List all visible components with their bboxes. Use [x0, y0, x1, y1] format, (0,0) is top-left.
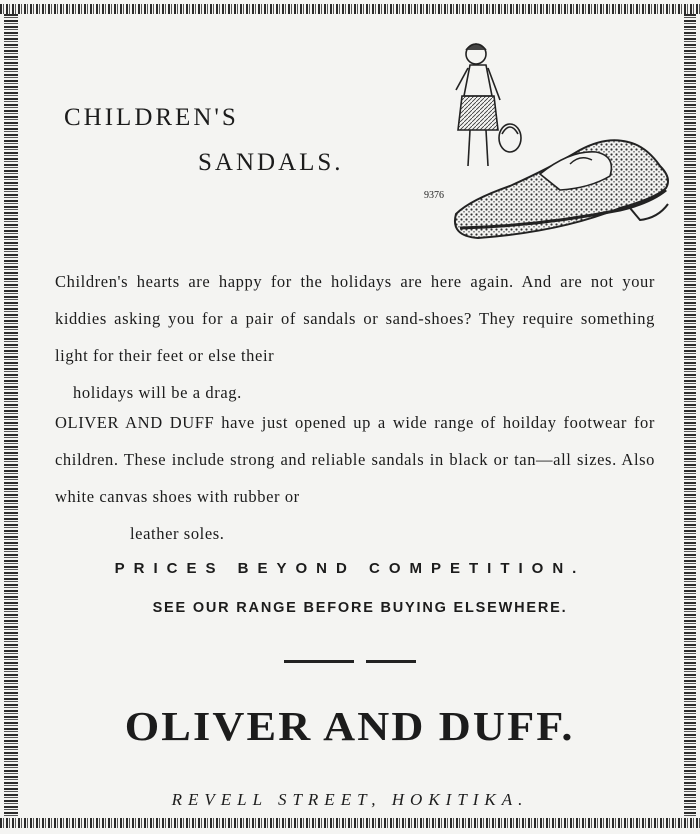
girl-figure	[456, 44, 521, 166]
range-slogan: SEE OUR RANGE BEFORE BUYING ELSEWHERE.	[152, 600, 568, 616]
paragraph-2-text: OLIVER AND DUFF have just opened up a wide range of hoilday footwear for children. These include strong and reliable sandals in black or tan—all sizes. Also white canvas shoes with rubber or	[55, 413, 655, 506]
headline-line-1: CHILDREN'S	[64, 104, 239, 131]
headline-line-2: SANDALS.	[198, 149, 344, 176]
illustration-code-label: 9376	[424, 190, 444, 201]
body-paragraph-2	[55, 404, 655, 552]
bottom-border	[0, 818, 700, 828]
left-border	[4, 14, 18, 818]
prices-slogan: PRICES BEYOND COMPETITION.	[114, 560, 586, 577]
decorative-rule-right	[366, 660, 416, 663]
paragraph-1-last-line: holidays will be a drag.	[73, 383, 242, 402]
paragraph-2-last-line: leather soles.	[130, 524, 225, 543]
paragraph-1-text: Children's hearts are happy for the holidays are here again. And are not your kiddies asking you for a pair of sandals or sand-shoes? They require something light for their feet or else their	[55, 272, 655, 365]
girl-and-sandal-illustration	[420, 38, 690, 248]
firm-name: OLIVER AND DUFF.	[124, 703, 575, 749]
body-paragraph-1	[55, 263, 655, 411]
top-border	[0, 4, 700, 14]
decorative-rule-left	[284, 660, 354, 663]
firm-address: REVELL STREET, HOKITIKA.	[171, 790, 529, 809]
